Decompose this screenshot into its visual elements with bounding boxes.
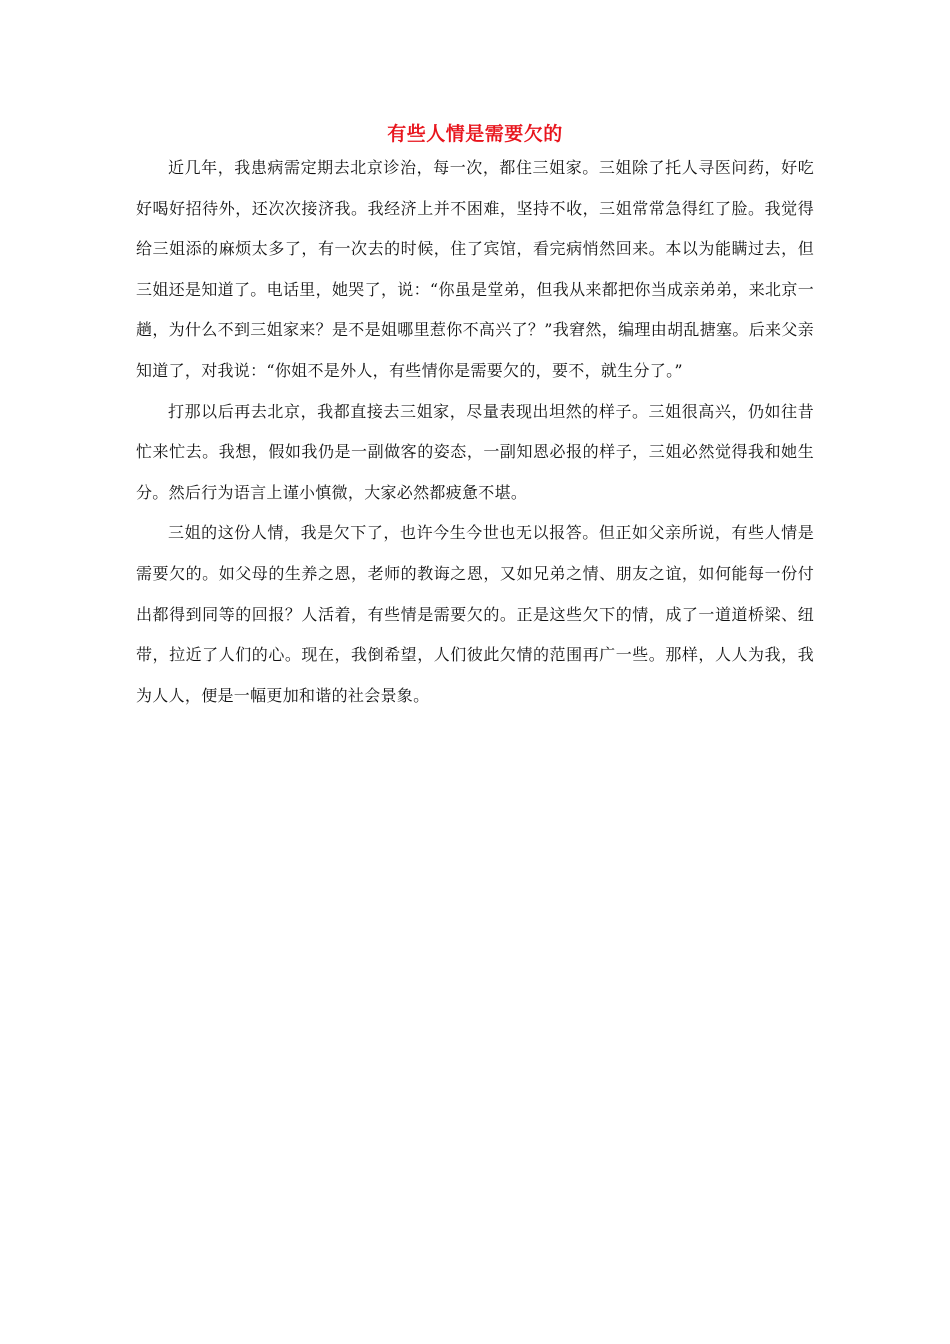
- article-title: 有些人情是需要欠的: [387, 123, 563, 145]
- article: [136, 120, 814, 716]
- paragraph-3: 三姐的这份人情，我是欠下了，也许今生今世也无以报答。但正如父亲所说，有些人情是需要欠的。如父母的生养之恩，老师的教诲之恩，又如兄弟之情、朋友之谊，如何能每一份付出都得到同等的回报？人活着，有些情是需要欠的。正是这些欠下的情，成了一道道桥梁、纽带，拉近了人们的心。现在，我倒希望，人们彼此欠情的范围再广一些。那样，人人为我，我为人人，便是一幅更加和谐的社会景象。: [136, 523, 814, 705]
- paragraph-1: 近几年，我患病需定期去北京诊治，每一次，都住三姐家。三姐除了托人寻医问药，好吃好喝好招待外，还次次接济我。我经济上并不困难，坚持不收，三姐常常急得红了脸。我觉得给三姐添的麻烦太多了，有一次去的时候，住了宾馆，看完病悄然回来。本以为能瞒过去，但三姐还是知道了。电话里，她哭了，说：“你虽是堂弟，但我从来都把你当成亲弟弟，来北京一趟，为什么不到三姐家来？是不是姐哪里惹你不高兴了？”我窘然，编理由胡乱搪塞。后来父亲知道了，对我说：“你姐不是外人，有些情你是需要欠的，要不，就生分了。”: [136, 158, 814, 380]
- paragraph-2: 打那以后再去北京，我都直接去三姐家，尽量表现出坦然的样子。三姐很高兴，仍如往昔忙来忙去。我想，假如我仍是一副做客的姿态，一副知恩必报的样子，三姐必然觉得我和她生分。然后行为语言上谨小慎微，大家必然都疲惫不堪。: [136, 401, 814, 502]
